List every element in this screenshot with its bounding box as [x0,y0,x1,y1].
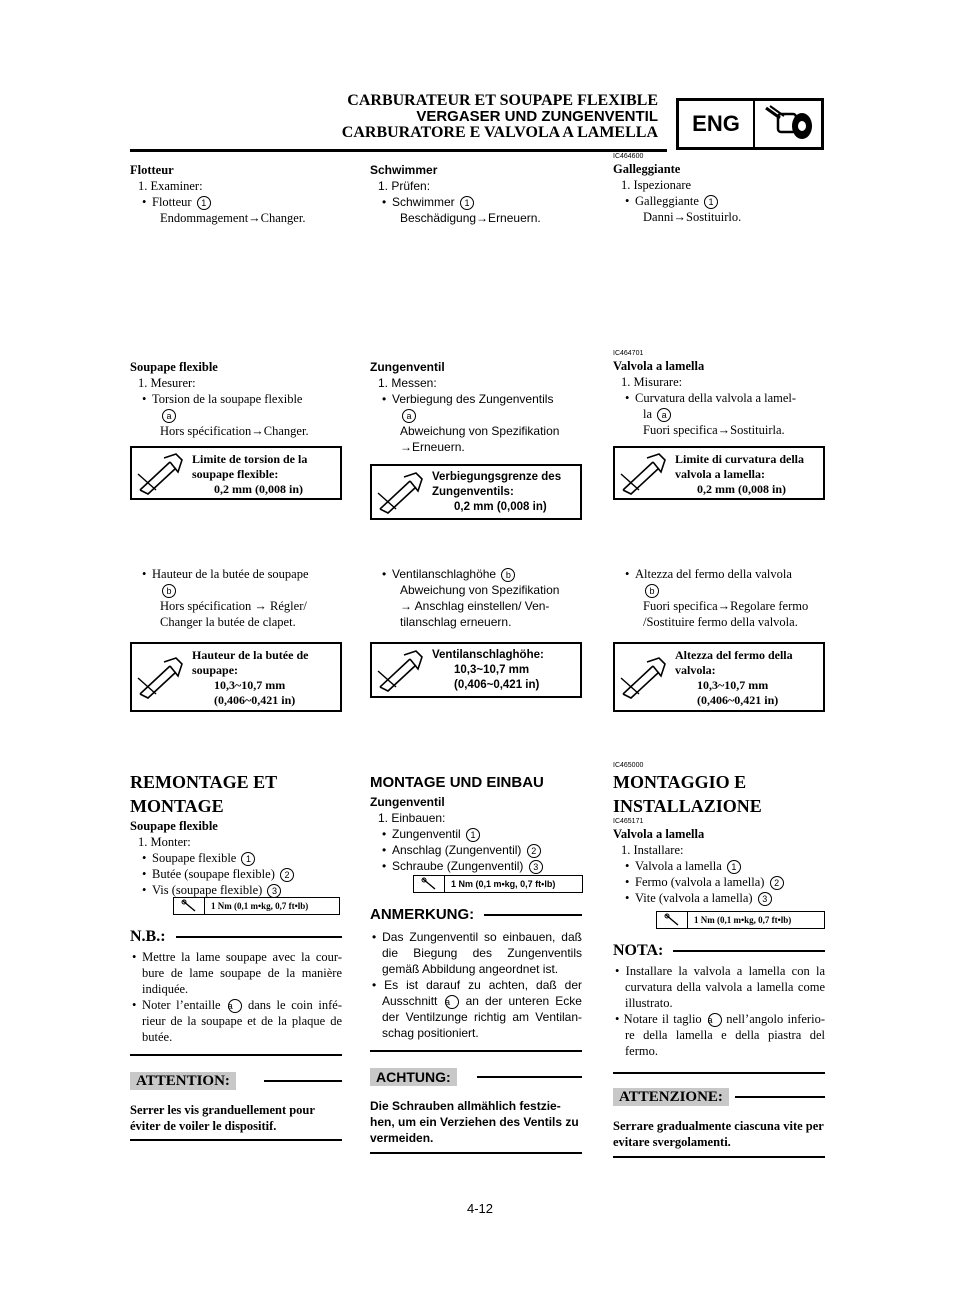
fr-reed-item1-result: Hors spécification→Changer. [160,424,309,439]
fr-section-assembly [130,770,342,898]
ref-circle-a: a [162,409,176,423]
fr-note [130,929,342,1045]
de-reed-res2: →Erneuern. [400,440,465,454]
it-assembly-title2: INSTALLAZIONE [613,796,762,816]
header-title-fr: CARBURATEUR ET SOUPAPE FLEXIBLE [347,92,658,109]
it-spec2-l2: valvola: [675,663,716,677]
de-section-assembly [370,772,582,874]
header-title-de: VERGASER UND ZUNGENVENTIL [416,108,658,125]
it-section-reed: IC464701 Valvola a lamella 1. Misurare: • Curvatura della valvola a lamel- la a Fuori specifica→Sostituirla. [613,350,825,438]
engine-badge [676,98,824,150]
de-note-rule [370,1050,582,1052]
it-assembly-sub: Valvola a lamella [613,827,705,841]
fr-spec1-l1: Limite de torsion de la [192,452,308,466]
ref-circle-1: 1 [197,196,211,210]
fr-caution-title: ATTENTION: [130,1072,236,1090]
de-section-stopper [370,566,582,630]
fr-spec1-l2: soupape flexible: [192,467,279,481]
it-note [613,943,825,1059]
de-float-title: Schwimmer [370,163,438,177]
de-reed-title: Zungenventil [370,360,445,374]
de-assembly-item2: • Anschlag (Zungenventil) 2 [370,842,582,858]
de-spec2-l2: 10,3~10,7 mm [454,664,530,676]
it-reed-item1: • Curvatura della valvola a lamel- [613,390,825,406]
it-caution-rule [613,1156,825,1158]
it-caution [613,1088,825,1150]
fr-torque-box: 1 Nm (0,1 m•kg, 0,7 ft•lb) [173,897,340,915]
it-float-item: • Galleggiante 1 [613,193,825,209]
wrench-icon [132,644,190,710]
it-caution-text: Serrare gradualmente ciascuna vite per evitare svergolamenti. [613,1119,824,1149]
it-stopper-item: • Altezza del fermo della valvola [613,566,825,582]
it-spec2-l3: 10,3~10,7 mm [697,678,769,692]
it-assembly-item2: • Fermo (valvola a lamella) 2 [613,874,825,890]
it-spec1-l3: 0,2 mm (0,008 in) [697,482,786,496]
de-reed-res1: Abweichung von Spezifikation [400,424,560,438]
de-note2: • Es ist darauf zu achten, daß der Ausschnitt a an der unteren Ecke der Ventilzunge richtig am Ventilan-schag positioniert. [372,978,583,1040]
it-note-title: NOTA: [613,942,664,959]
engine-badge-label: ENG [679,101,755,147]
de-assembly-sub: Zungenventil [370,795,445,809]
de-reed-item1: • Verbiegung des Zungenventils [370,391,582,407]
header-rule [130,149,667,152]
de-spec2-l3: (0,406~0,421 in) [454,679,540,691]
de-note1: • Das Zungenventil so einbauen, daß die Biegung des Zungenventils gemäß Abbildung angeordnet ist. [372,930,582,976]
fr-caution-rule [130,1139,342,1141]
it-float-result: Danni→Sostituirlo. [643,210,742,225]
engine-badge-icon [755,101,821,147]
de-reed-step: 1. Messen: [378,376,437,390]
it-assembly-item3: • Vite (valvola a lamella) 3 [613,890,825,906]
it-assembly-code2: IC465171 [613,818,644,825]
it-assembly-title1: MONTAGGIO E [613,772,747,792]
fr-spec-box-height [130,642,342,712]
fr-spec2-l1: Hauteur de la butée de [192,648,309,662]
de-stopper-res2: → Anschlag einstellen/ Ven- [400,599,550,613]
fr-spec2-l4: (0,406~0,421 in) [214,693,296,707]
it-caution-title: ATTENZIONE: [613,1088,729,1106]
fr-assembly-item1: • Soupape flexible 1 [130,850,342,866]
de-float-result: Beschädigung→Erneuern. [400,211,541,225]
fr-reed-item1: • Torsion de la soupape flexible [130,391,342,407]
it-note1: • Installare la valvola a lamella con la curvatura della valvola a lamella come illustrato. [615,964,825,1010]
fr-assembly-sub: Soupape flexible [130,819,218,833]
fr-assembly-title2: MONTAGE [130,796,224,816]
ref-circle-b: b [162,584,176,598]
it-spec2-l1: Altezza del fermo della [675,648,793,662]
wrench-icon [372,466,430,518]
fr-float-title: Flotteur [130,163,174,177]
fr-stopper-res2: Changer la butée de clapet. [160,615,296,630]
it-note-rule [613,1072,825,1074]
fr-note-title: N.B.: [130,928,166,945]
fr-caution-text: Serrer les vis granduellement pour éviter de voiler le dispositif. [130,1103,315,1133]
fr-assembly-item3: • Vis (soupape flexible) 3 [130,882,342,898]
fr-reed-step: 1. Mesurer: [138,376,196,390]
it-assembly-code: IC465000 [613,762,644,769]
fr-spec1-l3: 0,2 mm (0,008 in) [214,482,303,496]
it-spec2-l4: (0,406~0,421 in) [697,693,779,707]
it-float-title: Galleggiante [613,162,681,176]
fr-section-float [130,162,342,226]
it-assembly-step: 1. Installare: [621,843,684,857]
de-caution [370,1068,582,1146]
fr-assembly-step: 1. Monter: [138,835,191,849]
de-spec2-l1: Ventilanschlaghöhe: [432,649,544,661]
de-spec1-l2: Zungenventils: [432,486,514,498]
fr-reed-title: Soupape flexible [130,360,218,374]
de-section-float [370,162,582,226]
wrench-icon [132,448,190,498]
it-reed-step: 1. Misurare: [621,375,683,389]
it-assembly-item1: • Valvola a lamella 1 [613,858,825,874]
fr-section-reed [130,359,342,439]
torque-wrench-icon [414,876,445,892]
de-caution-title: ACHTUNG: [370,1068,457,1086]
wrench-icon [615,448,673,498]
fr-spec-box-warp [130,446,342,500]
it-stopper-res2: /Sostituire fermo della valvola. [643,615,798,630]
fr-spec2-l3: 10,3~10,7 mm [214,678,286,692]
de-section-reed: Zungenventil 1. Messen: • Verbiegung des Zungenventils a Abweichung von Spezifikation →Erneuern. [370,359,582,455]
it-reed-code: IC464701 [613,350,644,357]
fr-stopper-item: • Hauteur de la butée de soupape [130,566,342,582]
de-caution-text: Die Schrauben allmählich festzie-hen, um ein Verziehen des Ventils zu vermeiden. [370,1099,579,1145]
fr-float-result: Endommagement→Changer. [160,211,306,226]
it-note2: • Notare il taglio a nell’angolo inferio-re della lamella e della piastra del fermo. [615,1012,825,1059]
de-caution-rule [370,1152,582,1154]
de-float-item: • Schwimmer 1 [370,194,582,210]
de-float-step: 1. Prüfen: [378,179,431,193]
it-stopper-res1: Fuori specifica→Regolare fermo [643,599,809,614]
de-spec-box-warp [370,464,582,520]
page-number: 4-12 [466,1201,494,1216]
fr-float-step: 1. Examiner: [138,179,203,193]
de-note-title: ANMERKUNG: [370,906,475,923]
fr-note2: • Noter l’entaille a dans le coin infé-rieur de la soupape et de la plaque de butée. [132,998,342,1045]
torque-wrench-icon [657,912,688,928]
fr-caution [130,1072,342,1134]
de-assembly-item3: • Schraube (Zungenventil) 3 [370,858,582,874]
fr-stopper-res1: Hors spécification → Régler/ [160,599,307,614]
it-section-assembly [613,762,825,906]
fr-section-stopper [130,566,342,630]
it-section-float [613,153,825,225]
it-spec-box-height [613,642,825,712]
fr-note1: • Mettre la lame soupape avec la cour-bure de lame soupape de la manière indiquée. [132,950,342,996]
wrench-icon [372,644,430,696]
it-reed-title: Valvola a lamella [613,359,705,373]
it-section-stopper: • Altezza del fermo della valvola b Fuori specifica→Regolare fermo /Sostituire fermo della valvola. [613,566,825,630]
de-spec-box-height [370,642,582,698]
wrench-icon [615,644,673,710]
header-title-it: CARBURATORE E VALVOLA A LAMELLA [341,124,658,141]
de-spec1-l3: 0,2 mm (0,008 in) [454,501,547,513]
it-spec1-l2: valvola a lamella: [675,467,765,481]
torque-wrench-icon [174,898,205,914]
de-assembly-step: 1. Einbauen: [378,811,446,825]
it-spec1-l1: Limite di curvatura della [675,452,804,466]
it-torque-box: 1 Nm (0,1 m•kg, 0,7 ft•lb) [656,911,825,929]
fr-assembly-item2: • Butée (soupape flexible) 2 [130,866,342,882]
de-stopper-res1: Abweichung von Spezifikation [400,583,560,597]
fr-note-rule [130,1054,342,1056]
de-assembly-title: MONTAGE UND EINBAU [370,774,544,791]
fr-assembly-title1: REMONTAGE ET [130,772,278,792]
fr-spec2-l2: soupape: [192,663,239,677]
de-stopper-item: • Ventilanschlaghöhe b [370,566,582,582]
it-float-code: IC464600 [613,153,644,160]
it-reed-result: Fuori specifica→Sostituirla. [643,423,785,438]
de-stopper-res3: tilanschlag erneuern. [400,615,512,629]
fr-float-item: • Flotteur 1 [130,194,342,210]
de-assembly-item1: • Zungenventil 1 [370,826,582,842]
it-float-step: 1. Ispezionare [621,178,692,192]
de-note [370,907,582,1041]
it-spec-box-warp [613,446,825,500]
de-torque-box: 1 Nm (0,1 m•kg, 0,7 ft•lb) [413,875,583,893]
de-spec1-l1: Verbiegungsgrenze des [432,471,562,483]
